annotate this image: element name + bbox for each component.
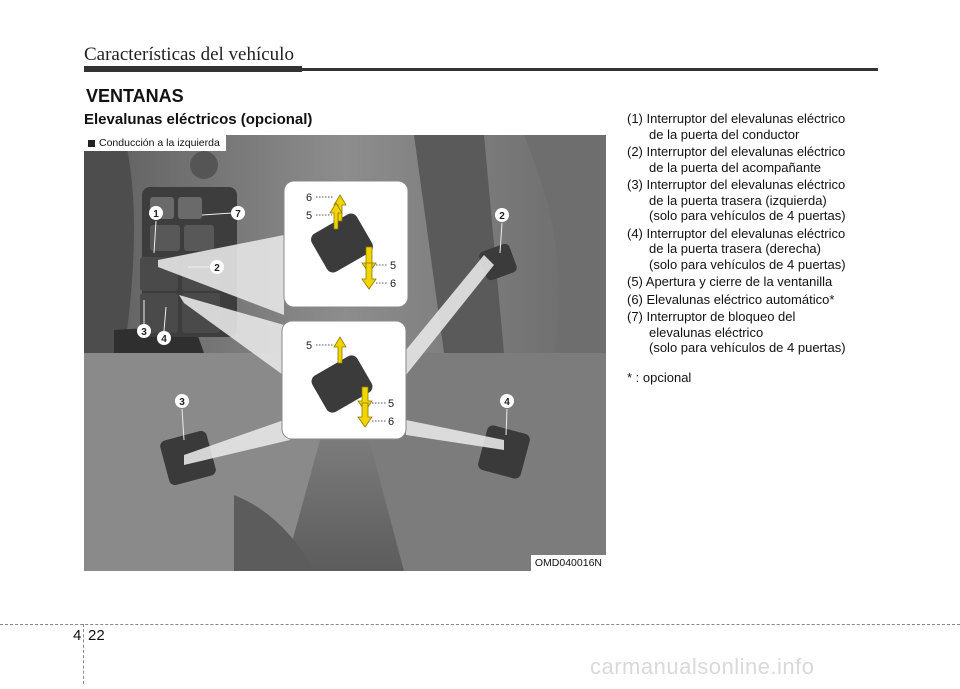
legend-line: (6) Elevalunas eléctrico automático*: [627, 291, 835, 307]
legend-line: de la puerta del conductor: [649, 126, 800, 142]
arrow-label: 5: [306, 340, 313, 352]
arrow-label: 6: [390, 278, 397, 290]
header-rule-accent: [84, 66, 302, 72]
callout-2-passenger: 2: [499, 211, 505, 222]
callout-7: 7: [235, 209, 241, 220]
callout-4-driver: 4: [161, 334, 167, 345]
illustration-drawing: [84, 135, 606, 571]
legend-item: [627, 226, 887, 273]
legend-line: (7) Interruptor de bloqueo del: [627, 309, 796, 324]
legend-line: (2) Interruptor del elevalunas eléctrico: [627, 144, 846, 159]
callout-4-rear: 4: [504, 397, 510, 408]
subsection-title: Elevalunas eléctricos (opcional): [84, 111, 313, 128]
figure-caption: [84, 135, 226, 151]
figure-caption-text: Conducción a la izquierda: [99, 137, 220, 149]
legend-line: (solo para vehículos de 4 puertas): [649, 208, 846, 223]
footnote: * : opcional: [627, 369, 692, 385]
section-title: VENTANAS: [86, 86, 184, 106]
arrow-label: 5: [390, 260, 397, 272]
legend-line: (1) Interruptor del elevalunas eléctrico: [627, 111, 846, 126]
footer-rule: [0, 624, 960, 625]
power-window-illustration: [84, 135, 606, 571]
arrow-label: 5: [306, 210, 313, 222]
legend-item: [627, 177, 887, 224]
legend-line: de la puerta trasera (izquierda): [649, 192, 827, 208]
legend-line: (5) Apertura y cierre de la ventanilla: [627, 274, 833, 289]
legend-line: de la puerta trasera (derecha): [649, 241, 821, 256]
legend-list: [627, 111, 887, 385]
legend-line: (4) Interruptor del elevalunas eléctrico: [627, 225, 846, 241]
legend-item: [627, 111, 887, 142]
legend-item: [627, 309, 887, 356]
legend-line: de la puerta del acompañante: [649, 159, 822, 175]
callout-2-driver: 2: [214, 263, 220, 274]
legend-line: (3) Interruptor del elevalunas eléctrico: [627, 177, 846, 192]
watermark: carmanualsonline.info: [590, 654, 815, 679]
legend-line: elevalunas eléctrico: [649, 324, 764, 340]
page-number: 22: [88, 627, 105, 644]
footer-divider: [83, 624, 84, 684]
callout-3-driver: 3: [141, 327, 147, 338]
chapter-header-title: Características del vehículo: [84, 44, 294, 65]
square-bullet-icon: [88, 140, 95, 147]
chapter-number: 4: [73, 627, 82, 644]
callout-3-rear: 3: [179, 397, 185, 408]
legend-item: [627, 144, 887, 175]
figure-code: OMD040016N: [531, 555, 606, 571]
legend-item: [627, 274, 887, 290]
arrow-label: 6: [388, 416, 395, 428]
legend-item: [627, 292, 887, 308]
legend-line: (solo para vehículos de 4 puertas): [649, 256, 846, 272]
callout-1: 1: [153, 209, 159, 220]
arrow-label: 5: [388, 398, 395, 410]
arrow-label: 6: [306, 192, 313, 204]
legend-line: (solo para vehículos de 4 puertas): [649, 340, 846, 355]
